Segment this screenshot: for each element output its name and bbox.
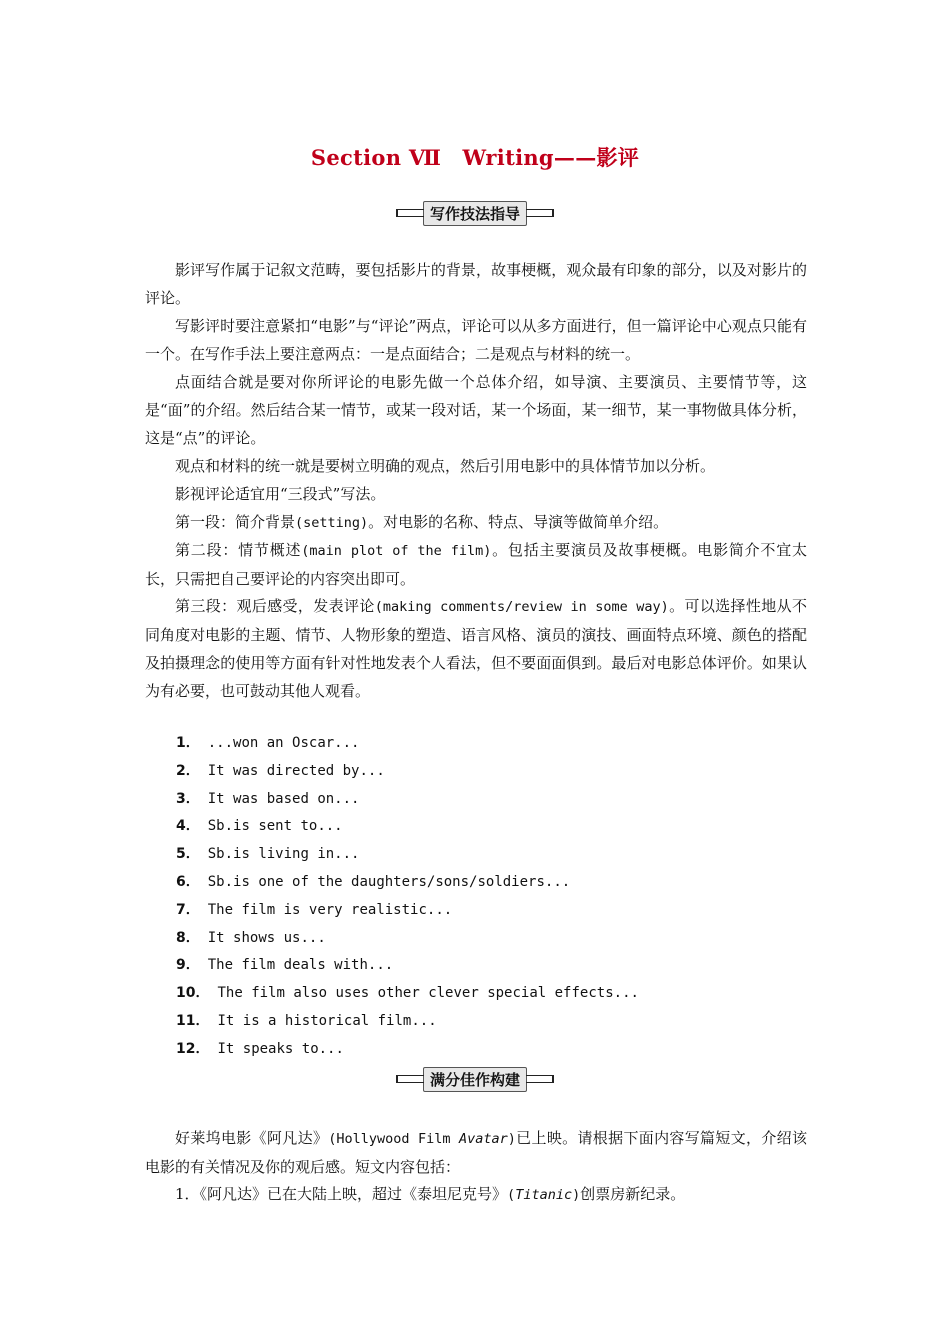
list-item-text: It is a historical film...	[217, 1012, 437, 1029]
list-item-number: 3．	[176, 790, 200, 807]
banner-label: 写作技法指导	[423, 201, 527, 226]
list-item-text: The film is very realistic...	[207, 901, 453, 918]
list-item-text: The film deals with...	[207, 957, 394, 974]
list-item-number: 7．	[176, 901, 200, 918]
section-banner-model-essay	[0, 1066, 950, 1092]
banner-left-rule	[396, 209, 424, 217]
list-item-text: The film also uses other clever special effects...	[217, 985, 639, 1002]
list-item	[176, 812, 639, 840]
intro-paragraph-4: 观点和材料的统一就是要树立明确的观点，然后引用电影中的具体情节加以分析。	[175, 457, 716, 475]
paragraph-6-english: (setting)	[295, 515, 369, 531]
task-english-1: (Hollywood Film	[328, 1131, 459, 1147]
list-item	[176, 757, 639, 785]
intro-paragraph-3: 点面结合就是要对你所评论的电影先做一个总体介绍，如导演、主要演员、主要情节等，这是“面”的介绍。然后结合某一情节，或某一段对话，某一个场面，某一细节，某一事物做具体分析，这是“点”的评论。	[145, 373, 807, 447]
list-item-number: 2．	[176, 762, 200, 779]
list-item	[176, 868, 639, 896]
list-item-number: 6．	[176, 873, 200, 890]
task-item-1	[145, 1180, 807, 1209]
section-banner-writing-tips	[0, 200, 950, 226]
list-item-text: It shows us...	[207, 929, 326, 946]
paragraph-8-lead: 第三段：观后感受，发表评论	[175, 597, 375, 615]
list-item-number: 12．	[176, 1040, 210, 1057]
list-item-number: 5．	[176, 846, 200, 863]
paragraph-7-lead: 第二段：情节概述	[175, 541, 302, 559]
intro-paragraph-1: 影评写作属于记叙文范畴，要包括影片的背景，故事梗概，观众最有印象的部分，以及对影片的评论。	[145, 261, 807, 307]
list-item	[176, 1035, 639, 1063]
list-item-text: Sb.is living in...	[207, 846, 360, 863]
task-body: 已上映。请根据下面内容写篇短文，介绍该电影的有关情况及你的观后感。短文内容包括：	[145, 1129, 807, 1176]
list-item-text: ...won an Oscar...	[207, 735, 360, 751]
useful-phrases-list	[176, 729, 639, 1063]
task-english-2: )	[507, 1131, 516, 1147]
list-item-number: 8．	[176, 929, 200, 946]
paragraph-8-body: 。可以选择性地从不同角度对电影的主题、情节、人物形象的塑造、语言风格、演员的演技、画面特点环境、颜色的搭配及拍摄理念的使用等方面有针对性地发表个人看法，但不要面面俱到。最后对电影总体评价。如果认为有必要，也可鼓动其他人观看。	[145, 597, 807, 700]
paragraph-8-english: (making comments/review in some way)	[374, 599, 669, 615]
list-item-text: Sb.is one of the daughters/sons/soldiers...	[207, 873, 571, 890]
task-english-italic: Avatar	[458, 1131, 508, 1147]
paragraph-6-body: 。对电影的名称、特点、导演等做简单介绍。	[368, 513, 669, 531]
page-title: Section Ⅶ Writing——影评	[310, 145, 640, 170]
list-item-number: 11．	[176, 1012, 210, 1029]
intro-paragraph-7	[145, 536, 807, 593]
intro-paragraph-2: 写影评时要注意紧扣“电影”与“评论”两点，评论可以从多方面进行，但一篇评论中心观点只能有一个。在写作手法上要注意两点：一是点面结合；二是观点与材料的统一。	[145, 317, 807, 363]
task-item-english-italic: Titanic	[515, 1187, 573, 1203]
list-item-text: It was based on...	[207, 790, 360, 807]
paragraph-6-lead: 第一段：简介背景	[175, 513, 296, 531]
task-paragraph	[145, 1124, 807, 1181]
list-item	[176, 729, 639, 757]
task-item-body: 创票房新纪录。	[580, 1185, 686, 1203]
list-item-text: It speaks to...	[217, 1040, 344, 1057]
task-item-english-2: )	[572, 1187, 581, 1203]
paragraph-7-body: 。包括主要演员及故事梗概。电影简介不宜太长，只需把自己要评论的内容突出即可。	[145, 541, 807, 588]
banner-left-rule	[396, 1075, 424, 1083]
list-item-number: 10．	[176, 985, 210, 1002]
intro-paragraph-8	[145, 592, 807, 705]
task-lead: 好莱坞电影《阿凡达》	[175, 1129, 329, 1147]
list-item-text: It was directed by...	[207, 762, 385, 779]
list-item-number: 4．	[176, 818, 200, 835]
list-item	[176, 979, 639, 1007]
intro-paragraph-6	[145, 508, 807, 537]
task-item-lead: 1．《阿凡达》已在大陆上映，超过《泰坦尼克号》	[175, 1185, 508, 1203]
list-item	[176, 840, 639, 868]
list-item-number: 9．	[176, 957, 200, 974]
list-item	[176, 1007, 639, 1035]
paragraph-7-english: (main plot of the film)	[301, 543, 492, 559]
task-item-english-1: (	[507, 1187, 516, 1203]
banner-right-rule	[526, 1075, 554, 1083]
list-item-text: Sb.is sent to...	[207, 818, 343, 835]
intro-paragraph-5: 影视评论适宜用“三段式”写法。	[175, 485, 386, 503]
list-item	[176, 924, 639, 952]
banner-right-rule	[526, 209, 554, 217]
list-item	[176, 785, 639, 813]
list-item	[176, 951, 639, 979]
list-item-number: 1．	[176, 735, 200, 751]
banner-label: 满分佳作构建	[423, 1067, 527, 1092]
list-item	[176, 896, 639, 924]
